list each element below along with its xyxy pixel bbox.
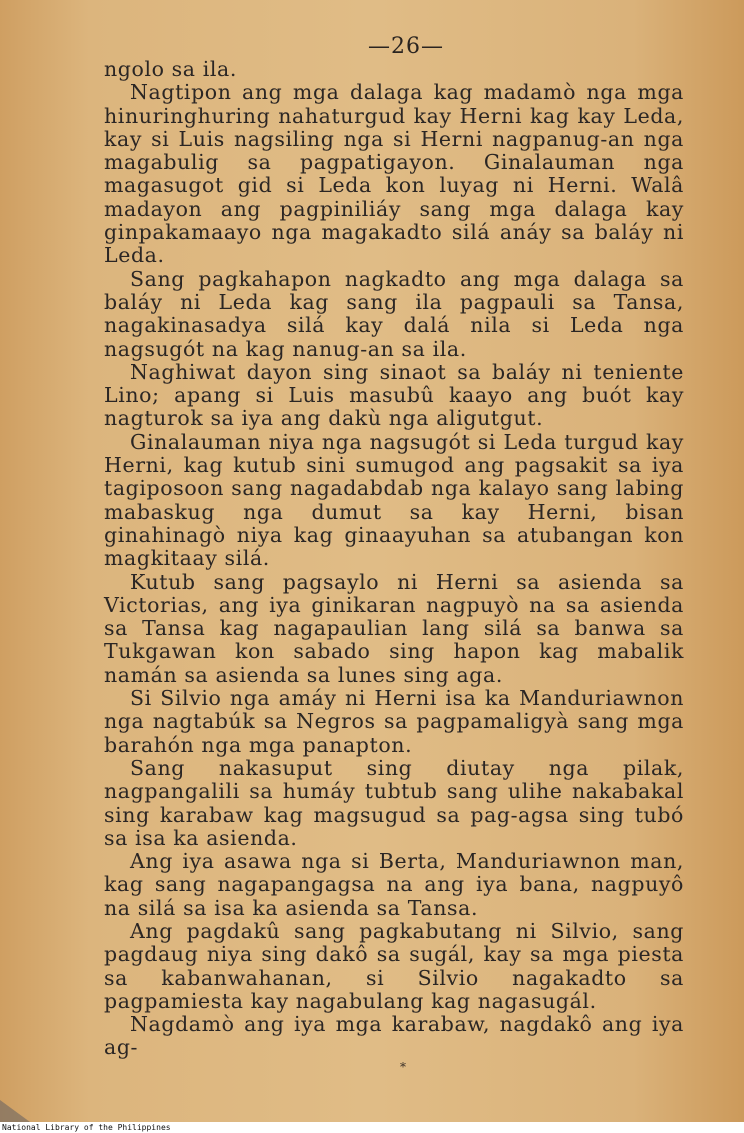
footer-mark: * (400, 1060, 406, 1074)
paragraph: Ginalauman niya nga nagsugót si Leda turgud kay Herni, kag kutub sini sumugod ang pagsakit sa iya tagiposoon sang nagadabdab nga kalayo sang labing mabaskug nga dumut sa kay Herni, bisan ginahinagò niya kag ginaayuhan sa atubangan kon magkitaay silá. (104, 429, 684, 571)
paragraph: Ang pagdakû sang pagkabutang ni Silvio, sang pagdaug niya sing dakô sa sugál, kay sa mga piesta sa kabanwahanan, si Silvio nagakadto sa pagpamiesta kay nagabulang kag nagasugál. (104, 918, 684, 1013)
paragraph: Sang pagkahapon nagkadto ang mga dalaga sa baláy ni Leda kag sang ila pagpauli sa Tansa, nagakinasadya silá kay dalá nila si Leda nga nagsugót na kag nanug-an sa ila. (104, 266, 684, 361)
paragraph: ngolo sa ila. (104, 57, 237, 81)
paragraph: Sang nakasuput sing diutay nga pilak, nagpangalili sa humáy tubtub sang ulihe nakabakal sing karabaw kag magsugud sa pag-agsa sing tubó sa isa ka asienda. (104, 755, 684, 850)
paragraph: Nagtipon ang mga dalaga kag madamò nga mga hinuringhuring nahaturgud kay Herni kag kay Leda, kay si Luis nagsiling nga si Herni nagpanug-an nga magabulig sa pagpatigayon. Ginalauman nga magasugot gid si Leda kon luyag ni Herni. Walâ madayon ang pagpiniliáy sang mga dalaga kay ginpakamaayo nga magakadto silá anáy sa baláy ni Leda. (104, 80, 684, 268)
library-credit: National Library of the Philippines (2, 1123, 171, 1132)
paragraph: Nagdamò ang iya mga karabaw, nagdakô ang iya ag- (104, 1012, 684, 1060)
paragraph: Naghiwat dayon sing sinaot sa baláy ni teniente Lino; apang si Luis masubû kaayo ang buót kay nagturok sa iya ang dakù nga aligutgut. (104, 359, 684, 431)
paragraph: Si Silvio nga amáy ni Herni isa ka Manduriawnon nga nagtabúk sa Negros sa pagpamaligyà sang mga barahón nga mga panapton. (104, 686, 684, 757)
paragraph: Kutub sang pagsaylo ni Herni sa asienda sa Victorias, ang iya ginikaran nagpuyò na sa asienda sa Tansa kag nagapaulian lang silá sa banwa sa Tukgawan kon sabado sing hapon kag mabalik namán sa asienda sa lunes sing aga. (104, 569, 684, 687)
body-text (104, 58, 684, 1060)
paragraph: Ang iya asawa nga si Berta, Manduriawnon man, kag sang nagapangagsa na ang iya bana, nagpuyô na silá sa isa ka asienda sa Tansa. (104, 849, 684, 920)
page-corner-shadow (0, 1100, 30, 1122)
page-number: —26— (368, 34, 444, 59)
